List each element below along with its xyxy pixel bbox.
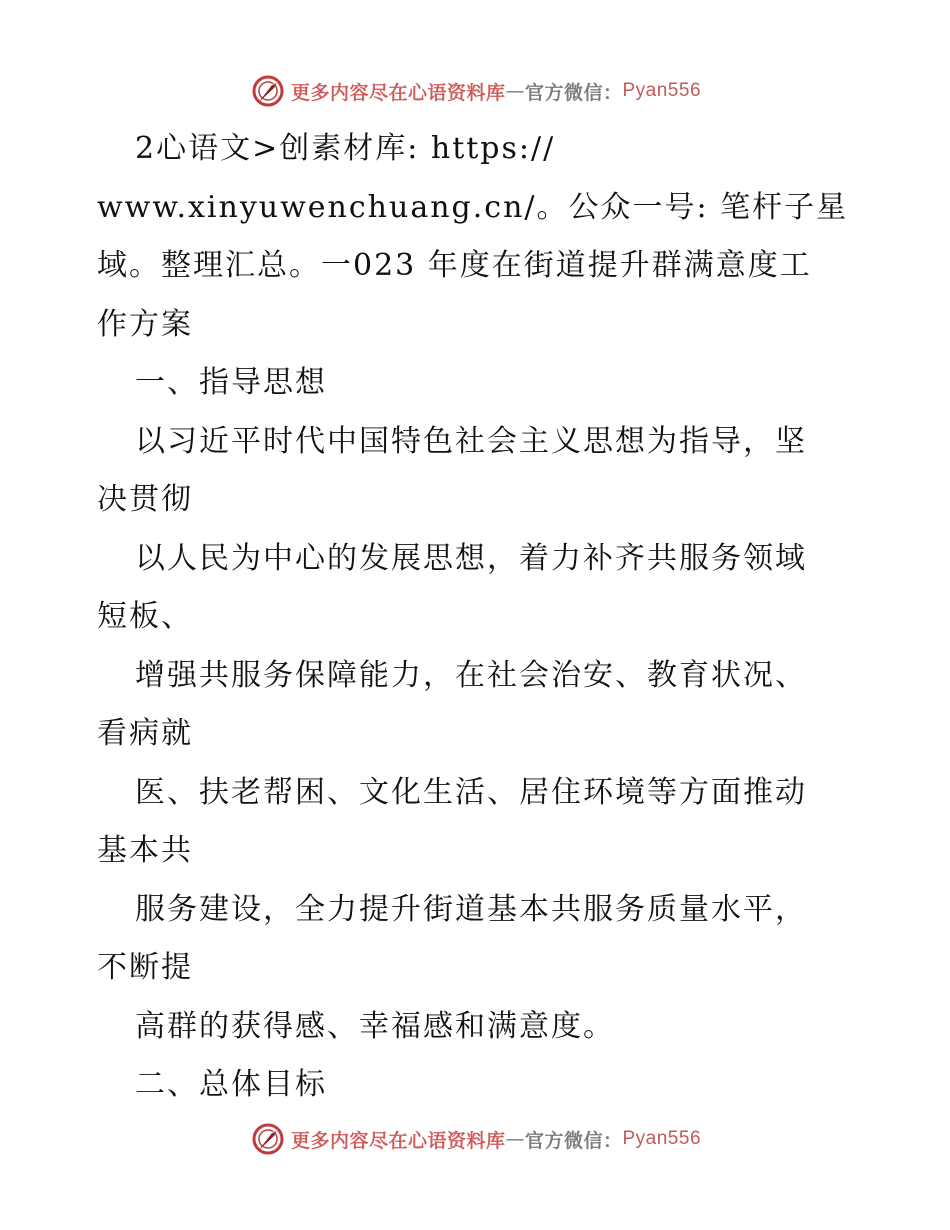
banner-inner	[249, 1116, 701, 1162]
banner-wechat-id: Pyan556	[622, 1128, 702, 1149]
footer-watermark-banner	[0, 1116, 950, 1162]
banner-separator: —	[505, 1128, 525, 1150]
banner-main-text: 更多内容尽在心语资料库	[290, 81, 506, 104]
text-line: 2心语文>创素材库: https://	[135, 131, 556, 166]
text-line: 短板、	[97, 599, 193, 634]
text-line: 服务建设，全力提升街道基本共服务质量水平，	[135, 891, 807, 927]
pen-nib-circle-icon	[249, 72, 287, 110]
text-line: www.xinyuwenchuang.cn/。公众一号: 笔杆子星	[97, 189, 849, 225]
banner-wechat-id: Pyan556	[622, 80, 702, 101]
pen-nib-circle-icon	[249, 1120, 287, 1158]
text-line: 域。整理汇总。一023 年度在街道提升群满意度工	[97, 248, 812, 283]
text-line: 看病就	[97, 716, 193, 751]
text-line: 增强共服务保障能力，在社会治安、教育状况、	[135, 657, 807, 693]
banner-inner	[249, 68, 701, 114]
text-line: 决贯彻	[97, 482, 193, 517]
banner-main-text: 更多内容尽在心语资料库	[290, 1129, 506, 1152]
text-line: 高群的获得感、幸福感和满意度。	[135, 1008, 615, 1044]
text-line: 以人民为中心的发展思想，着力补齐共服务领域	[135, 540, 807, 576]
banner-wechat-label: 官方微信：	[524, 81, 623, 104]
section-heading: 一、指导思想	[135, 365, 327, 400]
section-heading: 二、总体目标	[135, 1067, 327, 1102]
banner-wechat-label: 官方微信：	[524, 1129, 623, 1152]
text-line: 基本共	[97, 833, 193, 868]
text-line: 不断提	[97, 950, 193, 985]
text-line: 医、扶老帮困、文化生活、居住环境等方面推动	[135, 774, 807, 810]
header-watermark-banner	[0, 68, 950, 114]
text-line: 作方案	[97, 306, 193, 342]
text-line: 以习近平时代中国特色社会主义思想为指导，坚	[135, 423, 807, 459]
document-body	[97, 120, 857, 1115]
banner-separator: —	[505, 80, 525, 102]
